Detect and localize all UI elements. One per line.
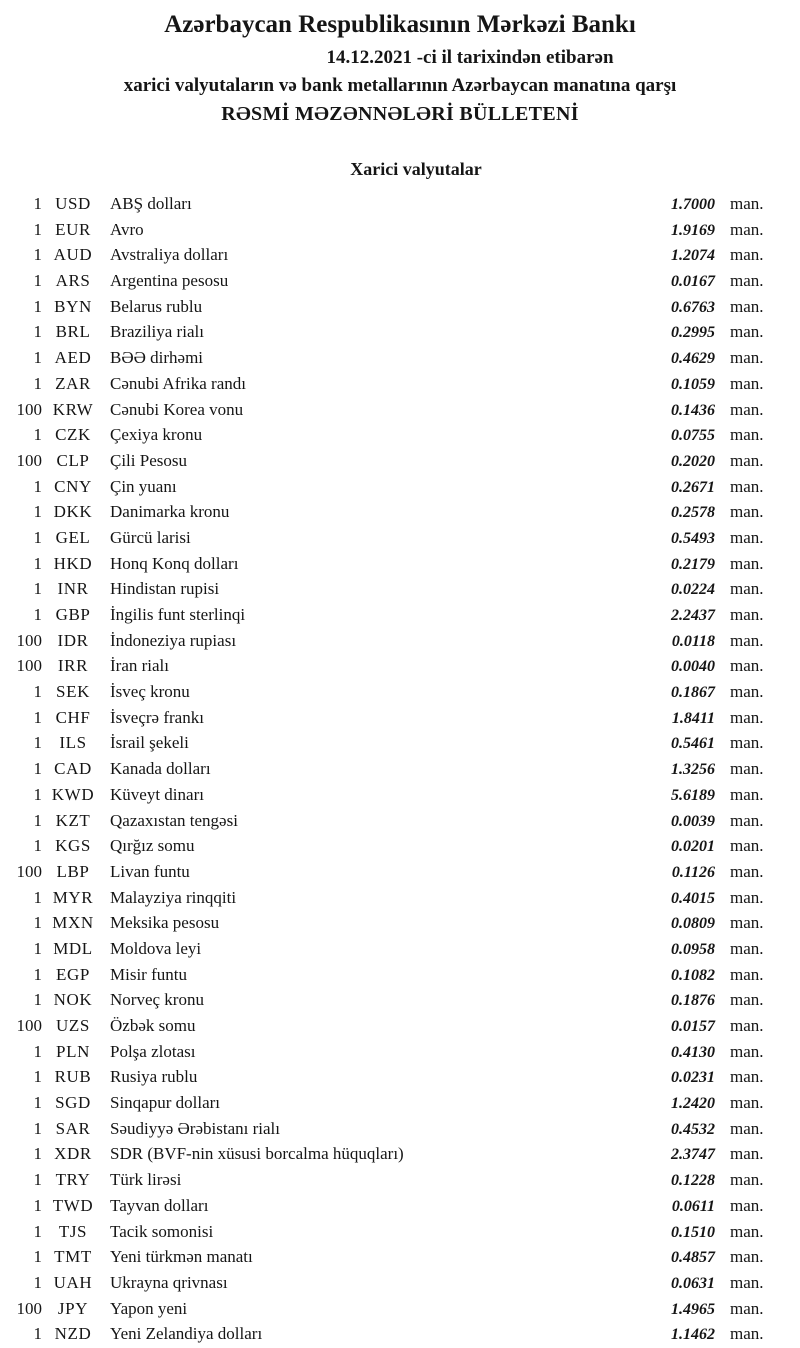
rate-value-cell: 0.0157 bbox=[671, 1018, 715, 1035]
unit-cell: man. bbox=[730, 707, 764, 727]
rate-value-cell: 0.1510 bbox=[671, 1223, 715, 1241]
rate-value-cell: 0.4015 bbox=[671, 889, 715, 907]
unit-cell: man. bbox=[730, 964, 764, 984]
currency-name-cell: Çexiya kronu bbox=[110, 425, 203, 445]
currency-code-cell: IRR bbox=[57, 656, 89, 676]
currency-name-cell: İsveçrə frankı bbox=[110, 707, 204, 727]
currency-code-cell: NOK bbox=[53, 990, 93, 1010]
currency-code-cell: KGS bbox=[55, 836, 91, 856]
unit-cell: man. bbox=[730, 425, 764, 445]
quantity-cell: 1 bbox=[33, 348, 42, 368]
currency-name-cell: Qazaxıstan tengəsi bbox=[110, 810, 238, 830]
currency-code-cell: MYR bbox=[52, 887, 94, 907]
rate-value-cell: 0.4857 bbox=[671, 1249, 715, 1267]
table-row bbox=[0, 448, 800, 474]
table-row bbox=[0, 730, 800, 756]
quantity-cell: 100 bbox=[16, 450, 42, 470]
quantity-cell: 1 bbox=[33, 836, 42, 856]
currency-name-cell: İndoneziya rupiası bbox=[110, 630, 237, 650]
unit-cell: man. bbox=[730, 1298, 764, 1318]
currency-code-cell: NZD bbox=[54, 1324, 92, 1344]
unit-cell: man. bbox=[730, 194, 764, 213]
unit-cell: man. bbox=[730, 271, 764, 291]
currency-name-cell: Danimarka kronu bbox=[110, 502, 230, 522]
currency-code-cell: EGP bbox=[56, 964, 90, 984]
quantity-cell: 100 bbox=[16, 861, 42, 881]
unit-cell: man. bbox=[730, 219, 764, 239]
unit-cell: man. bbox=[730, 733, 764, 753]
currency-code-cell: ZAR bbox=[55, 373, 91, 393]
quantity-cell: 1 bbox=[33, 1247, 42, 1267]
unit-cell: man. bbox=[730, 682, 764, 702]
table-row bbox=[0, 756, 800, 782]
currency-code-cell: TWD bbox=[52, 1195, 94, 1215]
unit-cell: man. bbox=[730, 630, 764, 650]
quantity-cell: 1 bbox=[33, 605, 42, 624]
quantity-cell: 1 bbox=[33, 707, 42, 727]
rate-value-cell: 0.0040 bbox=[671, 658, 715, 676]
currency-name-cell: Avstraliya dolları bbox=[110, 245, 229, 265]
currency-name-cell: Rusiya rublu bbox=[110, 1067, 198, 1087]
rate-value-cell: 5.6189 bbox=[671, 786, 715, 804]
unit-cell: man. bbox=[730, 913, 764, 933]
rate-value-cell: 0.0167 bbox=[671, 273, 715, 291]
table-row bbox=[0, 1321, 800, 1347]
unit-cell: man. bbox=[730, 887, 764, 907]
quantity-cell: 1 bbox=[33, 579, 42, 599]
rate-value-cell: 0.0201 bbox=[671, 838, 715, 856]
rate-value-cell: 0.0755 bbox=[671, 427, 715, 445]
rate-value-cell: 0.2995 bbox=[671, 324, 715, 342]
rate-value-cell: 0.1876 bbox=[671, 992, 715, 1010]
currency-name-cell: Yeni Zelandiya dolları bbox=[110, 1324, 263, 1344]
currency-code-cell: UZS bbox=[56, 1016, 90, 1035]
currency-code-cell: CNY bbox=[54, 476, 92, 496]
currency-name-cell: Malayziya rinqqiti bbox=[110, 887, 237, 907]
currency-code-cell: INR bbox=[57, 579, 89, 599]
rate-value-cell: 2.2437 bbox=[671, 607, 715, 624]
quantity-cell: 100 bbox=[16, 630, 42, 650]
currency-code-cell: TMT bbox=[54, 1247, 92, 1267]
currency-name-cell: Yeni türkmən manatı bbox=[110, 1247, 253, 1267]
currency-code-cell: RUB bbox=[54, 1067, 92, 1087]
table-row bbox=[0, 422, 800, 448]
unit-cell: man. bbox=[730, 990, 764, 1010]
rate-value-cell: 0.4130 bbox=[671, 1043, 715, 1061]
currency-name-cell: İngilis funt sterlinqi bbox=[110, 605, 246, 624]
rate-value-cell: 0.1126 bbox=[671, 863, 715, 881]
rate-value-cell: 0.2671 bbox=[671, 478, 715, 496]
currency-code-cell: SGD bbox=[55, 1093, 91, 1113]
rate-value-cell: 0.6763 bbox=[671, 298, 715, 316]
currency-name-cell: Cənubi Afrika randı bbox=[110, 373, 246, 393]
currency-code-cell: TJS bbox=[58, 1221, 88, 1241]
rate-value-cell: 2.3747 bbox=[671, 1146, 715, 1164]
unit-cell: man. bbox=[730, 938, 764, 958]
quantity-cell: 1 bbox=[33, 425, 42, 445]
currency-name-cell: Moldova leyi bbox=[110, 938, 202, 958]
rate-value-cell: 0.2179 bbox=[671, 555, 715, 573]
table-row bbox=[0, 1167, 800, 1193]
quantity-cell: 100 bbox=[16, 399, 42, 419]
currency-code-cell: MXN bbox=[52, 913, 94, 933]
quantity-cell: 100 bbox=[16, 1016, 42, 1035]
currency-code-cell: ILS bbox=[59, 733, 87, 753]
table-row bbox=[0, 1141, 800, 1167]
table-row bbox=[0, 910, 800, 936]
section-title-foreign-currencies: Xarici valyutalar bbox=[350, 159, 482, 179]
currency-code-cell: AED bbox=[54, 348, 92, 368]
quantity-cell: 1 bbox=[33, 964, 42, 984]
currency-code-cell: IDR bbox=[57, 630, 89, 650]
quantity-cell: 1 bbox=[33, 1272, 42, 1292]
unit-cell: man. bbox=[730, 1041, 764, 1061]
unit-cell: man. bbox=[730, 656, 764, 676]
table-row bbox=[0, 936, 800, 962]
quantity-cell: 1 bbox=[33, 1144, 42, 1164]
table-row bbox=[0, 1296, 800, 1322]
currency-code-cell: ARS bbox=[55, 271, 91, 291]
currency-name-cell: Tayvan dolları bbox=[110, 1195, 209, 1215]
quantity-cell: 1 bbox=[33, 1170, 42, 1190]
currency-name-cell: Honq Konq dolları bbox=[110, 553, 239, 573]
currency-code-cell: CLP bbox=[56, 450, 90, 470]
currency-code-cell: UAH bbox=[53, 1272, 93, 1292]
currency-code-cell: BRL bbox=[55, 322, 91, 342]
unit-cell: man. bbox=[730, 810, 764, 830]
currency-code-cell: SAR bbox=[55, 1118, 91, 1138]
quantity-cell: 1 bbox=[33, 1067, 42, 1087]
currency-code-cell: CAD bbox=[54, 759, 92, 779]
quantity-cell: 1 bbox=[33, 1093, 42, 1113]
rate-value-cell: 1.2420 bbox=[671, 1095, 715, 1113]
currency-code-cell: PLN bbox=[56, 1041, 90, 1061]
currency-name-cell: İsrail şekeli bbox=[110, 733, 189, 753]
rate-value-cell: 0.1228 bbox=[671, 1172, 715, 1190]
currency-code-cell: KRW bbox=[52, 399, 94, 419]
unit-cell: man. bbox=[730, 861, 764, 881]
table-row bbox=[0, 1090, 800, 1116]
currency-name-cell: Qırğız somu bbox=[110, 836, 195, 856]
table-row bbox=[0, 808, 800, 834]
currency-name-cell: Norveç kronu bbox=[110, 990, 204, 1010]
quantity-cell: 1 bbox=[33, 887, 42, 907]
table-row bbox=[0, 576, 800, 602]
rate-value-cell: 0.0958 bbox=[671, 940, 715, 958]
table-row bbox=[0, 679, 800, 705]
table-row bbox=[0, 962, 800, 988]
table-row bbox=[0, 474, 800, 500]
currency-code-cell: LBP bbox=[56, 861, 90, 881]
quantity-cell: 1 bbox=[33, 502, 42, 522]
unit-cell: man. bbox=[730, 450, 764, 470]
unit-cell: man. bbox=[730, 1247, 764, 1267]
table-row bbox=[0, 885, 800, 911]
unit-cell: man. bbox=[730, 373, 764, 393]
quantity-cell: 1 bbox=[33, 219, 42, 239]
unit-cell: man. bbox=[730, 527, 764, 547]
table-row bbox=[0, 859, 800, 885]
table-row bbox=[0, 1039, 800, 1065]
currency-name-cell: Səudiyyə Ərəbistanı rialı bbox=[110, 1118, 280, 1138]
unit-cell: man. bbox=[730, 1195, 764, 1215]
rate-value-cell: 0.0231 bbox=[671, 1069, 715, 1087]
currency-name-cell: Özbək somu bbox=[110, 1016, 196, 1035]
quantity-cell: 100 bbox=[16, 656, 42, 676]
currency-code-cell: XDR bbox=[54, 1144, 92, 1164]
rate-value-cell: 0.1867 bbox=[671, 684, 715, 702]
table-row bbox=[0, 217, 800, 243]
table-row bbox=[0, 525, 800, 551]
currency-code-cell: EUR bbox=[55, 219, 91, 239]
unit-cell: man. bbox=[730, 1067, 764, 1087]
unit-cell: man. bbox=[730, 502, 764, 522]
table-row bbox=[0, 294, 800, 320]
quantity-cell: 1 bbox=[33, 245, 42, 265]
unit-cell: man. bbox=[730, 759, 764, 779]
quantity-cell: 100 bbox=[16, 1298, 42, 1318]
currency-code-cell: DKK bbox=[53, 502, 93, 522]
unit-cell: man. bbox=[730, 553, 764, 573]
currency-name-cell: BƏƏ dirhəmi bbox=[110, 348, 204, 368]
quantity-cell: 1 bbox=[33, 682, 42, 702]
table-row bbox=[0, 628, 800, 654]
unit-cell: man. bbox=[730, 1324, 764, 1344]
quantity-cell: 1 bbox=[33, 322, 42, 342]
quantity-cell: 1 bbox=[33, 938, 42, 958]
rate-value-cell: 0.2578 bbox=[671, 504, 715, 522]
quantity-cell: 1 bbox=[33, 553, 42, 573]
quantity-cell: 1 bbox=[33, 296, 42, 316]
rate-value-cell: 0.5493 bbox=[671, 529, 715, 547]
rate-value-cell: 0.5461 bbox=[671, 735, 715, 753]
quantity-cell: 1 bbox=[33, 1195, 42, 1215]
table-row bbox=[0, 397, 800, 423]
currency-name-cell: Misir funtu bbox=[110, 964, 187, 984]
rate-value-cell: 1.8411 bbox=[671, 709, 715, 727]
unit-cell: man. bbox=[730, 476, 764, 496]
rate-value-cell: 0.0039 bbox=[671, 812, 715, 830]
unit-cell: man. bbox=[730, 245, 764, 265]
table-row bbox=[0, 602, 800, 628]
rate-value-cell: 1.1462 bbox=[671, 1326, 715, 1344]
rate-value-cell: 0.1436 bbox=[671, 401, 715, 419]
rate-value-cell: 0.4532 bbox=[671, 1120, 715, 1138]
unit-cell: man. bbox=[730, 784, 764, 804]
quantity-cell: 1 bbox=[33, 1221, 42, 1241]
rate-value-cell: 0.1059 bbox=[671, 375, 715, 393]
table-row bbox=[0, 1064, 800, 1090]
page-title: Azərbaycan Respublikasının Mərkəzi Bankı bbox=[164, 11, 636, 38]
quantity-cell: 1 bbox=[33, 913, 42, 933]
rate-value-cell: 1.7000 bbox=[671, 196, 715, 213]
currency-name-cell: Meksika pesosu bbox=[110, 913, 220, 933]
currency-name-cell: Livan funtu bbox=[110, 861, 190, 881]
table-row bbox=[0, 1013, 800, 1039]
currency-code-cell: CHF bbox=[55, 707, 91, 727]
currency-name-cell: Cənubi Korea vonu bbox=[110, 399, 244, 419]
quantity-cell: 1 bbox=[33, 1324, 42, 1344]
currency-name-cell: Yapon yeni bbox=[110, 1298, 188, 1318]
unit-cell: man. bbox=[730, 1144, 764, 1164]
table-row bbox=[0, 268, 800, 294]
currency-name-cell: Hindistan rupisi bbox=[110, 579, 220, 599]
quantity-cell: 1 bbox=[33, 990, 42, 1010]
rate-value-cell: 0.0118 bbox=[671, 632, 715, 650]
quantity-cell: 1 bbox=[33, 1041, 42, 1061]
rate-value-cell: 0.4629 bbox=[671, 350, 715, 368]
quantity-cell: 1 bbox=[33, 194, 42, 213]
currency-code-cell: CZK bbox=[55, 425, 91, 445]
currency-name-cell: Gürcü larisi bbox=[110, 527, 191, 547]
currency-name-cell: Avro bbox=[110, 219, 144, 239]
currency-code-cell: HKD bbox=[53, 553, 93, 573]
currency-name-cell: İsveç kronu bbox=[110, 682, 190, 702]
quantity-cell: 1 bbox=[33, 271, 42, 291]
quantity-cell: 1 bbox=[33, 759, 42, 779]
currency-code-cell: KWD bbox=[51, 784, 95, 804]
table-row bbox=[0, 1219, 800, 1245]
bulletin-title: RƏSMİ MƏZƏNNƏLƏRİ BÜLLETENİ bbox=[221, 103, 579, 125]
unit-cell: man. bbox=[730, 1093, 764, 1113]
rate-value-cell: 0.0224 bbox=[671, 581, 715, 599]
table-row bbox=[0, 345, 800, 371]
unit-cell: man. bbox=[730, 322, 764, 342]
effective-date-line: 14.12.2021 -ci il tarixindən etibarən bbox=[326, 47, 614, 68]
unit-cell: man. bbox=[730, 1221, 764, 1241]
currency-name-cell: ABŞ dolları bbox=[110, 194, 192, 213]
currency-code-cell: KZT bbox=[55, 810, 91, 830]
currency-code-cell: TRY bbox=[55, 1170, 91, 1190]
subtitle-line: xarici valyutaların və bank metallarının Azərbaycan manatına qarşı bbox=[123, 75, 677, 96]
unit-cell: man. bbox=[730, 1272, 764, 1292]
currency-name-cell: Polşa zlotası bbox=[110, 1041, 196, 1061]
unit-cell: man. bbox=[730, 296, 764, 316]
currency-name-cell: Kanada dolları bbox=[110, 759, 211, 779]
currency-name-cell: SDR (BVF-nin xüsusi borcalma hüquqları) bbox=[110, 1144, 404, 1164]
table-row bbox=[0, 1270, 800, 1296]
unit-cell: man. bbox=[730, 1118, 764, 1138]
quantity-cell: 1 bbox=[33, 527, 42, 547]
currency-rates-table bbox=[0, 191, 800, 1347]
rate-value-cell: 0.0631 bbox=[671, 1274, 715, 1292]
currency-name-cell: Çili Pesosu bbox=[110, 450, 187, 470]
table-row bbox=[0, 1244, 800, 1270]
quantity-cell: 1 bbox=[33, 1118, 42, 1138]
rate-value-cell: 0.0809 bbox=[671, 915, 715, 933]
table-row bbox=[0, 833, 800, 859]
rate-value-cell: 1.9169 bbox=[671, 221, 715, 239]
table-row bbox=[0, 782, 800, 808]
currency-code-cell: AUD bbox=[53, 245, 93, 265]
table-row bbox=[0, 1116, 800, 1142]
currency-code-cell: GEL bbox=[55, 527, 91, 547]
currency-name-cell: Braziliya rialı bbox=[110, 322, 204, 342]
currency-code-cell: JPY bbox=[57, 1298, 89, 1318]
rate-value-cell: 1.3256 bbox=[671, 761, 715, 779]
rate-value-cell: 0.1082 bbox=[671, 966, 715, 984]
rate-value-cell: 1.4965 bbox=[671, 1300, 715, 1318]
currency-name-cell: Belarus rublu bbox=[110, 296, 203, 316]
currency-name-cell: Ukrayna qrivnası bbox=[110, 1272, 228, 1292]
table-row bbox=[0, 653, 800, 679]
currency-code-cell: SEK bbox=[56, 682, 90, 702]
table-row bbox=[0, 1193, 800, 1219]
quantity-cell: 1 bbox=[33, 784, 42, 804]
unit-cell: man. bbox=[730, 605, 764, 624]
table-row bbox=[0, 371, 800, 397]
unit-cell: man. bbox=[730, 1016, 764, 1035]
currency-code-cell: USD bbox=[55, 194, 91, 213]
currency-code-cell: BYN bbox=[54, 296, 92, 316]
table-row bbox=[0, 191, 800, 217]
table-row bbox=[0, 705, 800, 731]
currency-name-cell: İran rialı bbox=[110, 656, 169, 676]
unit-cell: man. bbox=[730, 836, 764, 856]
quantity-cell: 1 bbox=[33, 476, 42, 496]
currency-name-cell: Tacik somonisi bbox=[110, 1221, 214, 1241]
table-row bbox=[0, 242, 800, 268]
currency-name-cell: Çin yuanı bbox=[110, 476, 177, 496]
unit-cell: man. bbox=[730, 348, 764, 368]
table-row bbox=[0, 499, 800, 525]
currency-name-cell: Türk lirəsi bbox=[110, 1170, 182, 1190]
unit-cell: man. bbox=[730, 1170, 764, 1190]
rate-value-cell: 1.2074 bbox=[671, 247, 715, 265]
currency-code-cell: GBP bbox=[55, 605, 91, 624]
rate-value-cell: 0.2020 bbox=[671, 452, 715, 470]
currency-name-cell: Küveyt dinarı bbox=[110, 784, 204, 804]
unit-cell: man. bbox=[730, 579, 764, 599]
table-row bbox=[0, 551, 800, 577]
quantity-cell: 1 bbox=[33, 373, 42, 393]
unit-cell: man. bbox=[730, 399, 764, 419]
table-row bbox=[0, 319, 800, 345]
currency-name-cell: Sinqapur dolları bbox=[110, 1093, 221, 1113]
table-row bbox=[0, 987, 800, 1013]
rate-value-cell: 0.0611 bbox=[671, 1197, 715, 1215]
currency-code-cell: MDL bbox=[53, 938, 93, 958]
quantity-cell: 1 bbox=[33, 810, 42, 830]
quantity-cell: 1 bbox=[33, 733, 42, 753]
currency-name-cell: Argentina pesosu bbox=[110, 271, 229, 291]
